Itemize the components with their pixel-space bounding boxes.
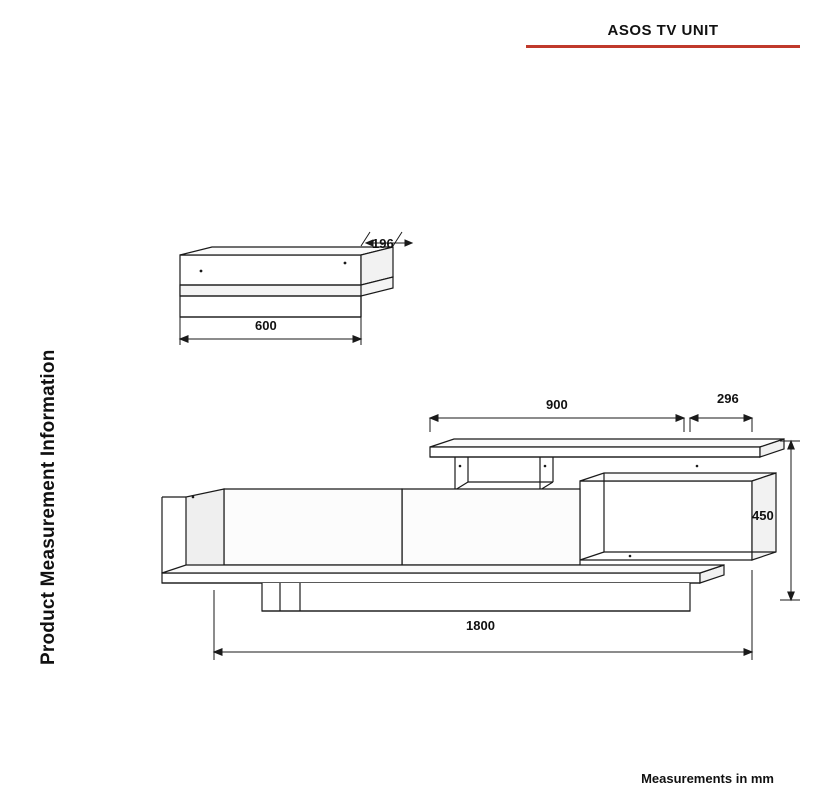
dim-label-unit-width: 1800	[466, 618, 495, 633]
dim-label-shelf-width: 600	[255, 318, 277, 333]
dim-label-unit-depth: 296	[717, 391, 739, 406]
page-title-text: ASOS TV UNIT	[607, 22, 719, 39]
measurement-unit-note: Measurements in mm	[641, 771, 774, 786]
dim-label-shelf-depth: 196	[372, 236, 394, 251]
dim-unit-depth	[690, 415, 752, 432]
dim-unit-height	[780, 441, 800, 600]
dim-label-top-panel-width: 900	[546, 397, 568, 412]
tv-unit-drawing	[162, 439, 784, 611]
side-label: Product Measurement Information	[38, 349, 59, 665]
dim-top-panel-width	[430, 415, 684, 432]
dim-label-unit-height: 450	[752, 508, 774, 523]
